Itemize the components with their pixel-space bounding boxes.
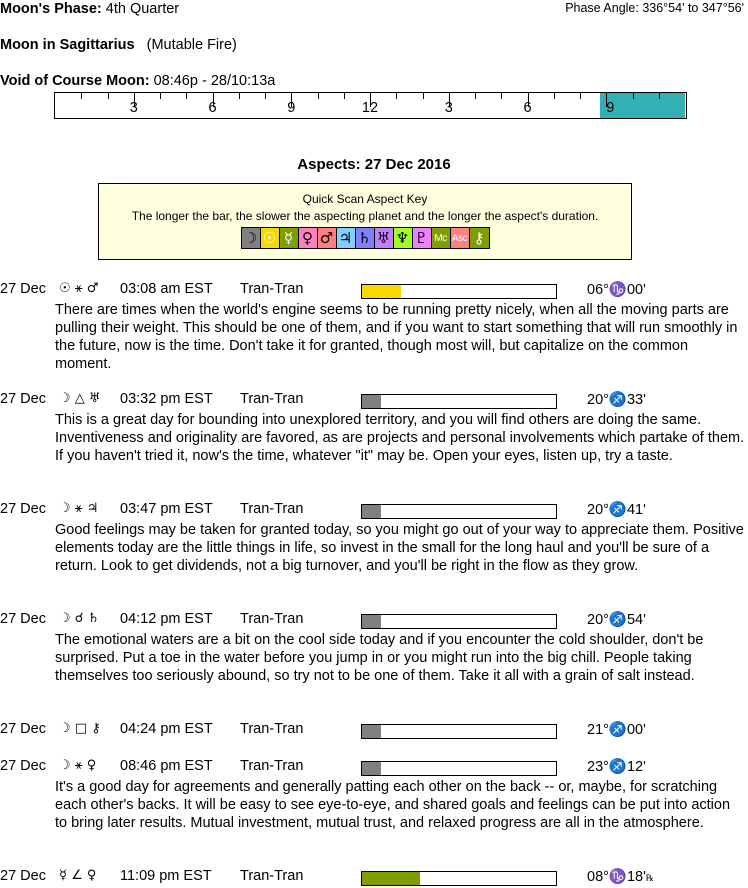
- aspect-date: 27 Dec: [0, 868, 46, 884]
- chiron-icon: ⚷: [470, 228, 489, 248]
- aspect-date: 27 Dec: [0, 721, 46, 737]
- timeline-tick: [344, 93, 345, 99]
- phase-angle: Phase Angle: 336°54' to 347°56': [565, 1, 744, 15]
- aspect-duration-fill: [362, 872, 420, 885]
- voc-label: Void of Course Moon:: [0, 73, 150, 89]
- aspect-interpretation: It's a good day for agreements and generally patting each other on the back -- or, maybe, for scratching each other's backs. It will be easy to see eye-to-eye, and shared goals and feelings can be put into action to bring later results. Mutual investment, mutual trust, and relaxed progress are all in the atmosphere.: [55, 779, 731, 831]
- aspect-glyphs-icon: ☽ △ ♅: [59, 391, 101, 406]
- aspect-entry: [0, 501, 748, 575]
- timeline-tick: [423, 93, 424, 99]
- mercury-icon: ☿: [280, 228, 299, 248]
- void-of-course-timeline: [54, 92, 687, 119]
- pluto-icon: ♇: [413, 228, 432, 248]
- aspect-entry: [0, 721, 748, 741]
- moon-phase-label: Moon's Phase:: [0, 1, 102, 17]
- aspect-entry: [0, 758, 748, 832]
- aspect-glyphs-icon: ☽ ⚹ ♃: [59, 501, 99, 516]
- aspect-key-box: [98, 183, 632, 260]
- aspect-duration-fill: [362, 762, 381, 775]
- timeline-hour-label: 12: [361, 100, 379, 116]
- moon-sign-row: [0, 37, 237, 53]
- aspect-glyphs-icon: ☉ ⚹ ♂: [59, 281, 99, 296]
- aspect-time: 08:46 pm EST: [120, 758, 213, 774]
- aspect-time: 03:32 pm EST: [120, 391, 213, 407]
- aspect-duration-bar: [361, 761, 557, 776]
- aspect-entry: [0, 281, 748, 373]
- venus-icon: ♀: [299, 228, 318, 248]
- timeline-tick: [318, 93, 319, 99]
- aspect-type: Tran-Tran: [240, 391, 304, 407]
- timeline-hour-label: 3: [129, 100, 138, 116]
- timeline-hour-label: 6: [523, 100, 532, 116]
- aspect-time: 03:08 am EST: [120, 281, 213, 297]
- retrograde-icon: ℞: [645, 873, 654, 883]
- aspect-position: [587, 391, 646, 408]
- timeline-tick: [396, 93, 397, 99]
- timeline-tick: [501, 93, 502, 99]
- aspect-duration-bar: [361, 871, 557, 886]
- aspect-header: [0, 611, 748, 631]
- aspect-interpretation: There are times when the world's engine seems to be running pretty nicely, when all the moving parts are pulling their weight. This should be one of them, and if you want to start something that will run smoothly in the future, now is the time. Don't take it for granted, though most will, but capitalize on the common moment.: [55, 302, 738, 372]
- aspect-date: 27 Dec: [0, 281, 46, 297]
- aspect-time: 04:24 pm EST: [120, 721, 213, 737]
- aspect-entry: [0, 391, 748, 465]
- timeline-hour-label: 6: [208, 100, 217, 116]
- aspect-duration-fill: [362, 725, 381, 738]
- aspect-type: Tran-Tran: [240, 758, 304, 774]
- neptune-icon: ♆: [394, 228, 413, 248]
- aspect-interpretation: This is a great day for bounding into unexplored territory, and you will find others are doing the same. Inventiveness and originality are favored, as are projects and personal involvements which partake of them. If you haven't tried it, now's the time, whatever "it" may be. Open your eyes, listen up, try a taste.: [55, 412, 745, 464]
- aspect-duration-bar: [361, 614, 557, 629]
- aspect-position: [587, 721, 646, 738]
- aspect-duration-fill: [362, 505, 381, 518]
- aspect-position-value: 08°♑18': [587, 869, 646, 885]
- aspect-position: [587, 281, 646, 298]
- aspect-header: [0, 721, 748, 741]
- moon-sign-quality: (Mutable Fire): [146, 37, 237, 53]
- aspect-duration-bar: [361, 394, 557, 409]
- aspect-position-value: 06°♑00': [587, 282, 646, 298]
- aspect-entry: [0, 868, 748, 888]
- timeline-tick: [475, 93, 476, 99]
- aspect-time: 04:12 pm EST: [120, 611, 213, 627]
- timeline-tick: [265, 93, 266, 99]
- ascendant-icon: Asc: [451, 228, 470, 248]
- aspect-entry: [0, 611, 748, 685]
- aspect-type: Tran-Tran: [240, 721, 304, 737]
- aspect-glyphs-icon: ☽ ⚹ ♀: [59, 758, 97, 773]
- mars-icon: ♂: [318, 228, 337, 248]
- voc-value: 08:46p - 28/10:13a: [153, 73, 276, 89]
- moon-icon: ☽: [242, 228, 261, 248]
- aspect-position-value: 21°♐00': [587, 722, 646, 738]
- timeline-tick: [580, 93, 581, 99]
- aspect-position-value: 20°♐54': [587, 612, 646, 628]
- aspect-duration-fill: [362, 615, 381, 628]
- aspect-header: [0, 281, 748, 301]
- aspect-position-value: 23°♐12': [587, 759, 646, 775]
- aspect-interpretation: The emotional waters are a bit on the cool side today and if you encounter the cold shoulder, don't be surprised. Put a toe in the water before you jump in or you might run into the big chill. People taking themselves too seriously abound, so try not to be one of them. Take it all with a grain of salt instead.: [55, 632, 704, 684]
- aspect-position: [587, 758, 646, 775]
- timeline-tick: [81, 93, 82, 99]
- aspect-position: [587, 868, 654, 885]
- moon-phase-value: 4th Quarter: [105, 1, 180, 17]
- sun-icon: ☉: [261, 228, 280, 248]
- uranus-icon: ♅: [375, 228, 394, 248]
- aspect-type: Tran-Tran: [240, 501, 304, 517]
- aspect-position: [587, 611, 646, 628]
- aspect-type: Tran-Tran: [240, 868, 304, 884]
- aspect-duration-fill: [362, 395, 381, 408]
- aspect-duration-bar: [361, 504, 557, 519]
- aspect-date: 27 Dec: [0, 611, 46, 627]
- aspect-date: 27 Dec: [0, 391, 46, 407]
- aspect-date: 27 Dec: [0, 501, 46, 517]
- aspect-duration-fill: [362, 285, 401, 298]
- timeline-tick: [554, 93, 555, 99]
- aspects-title: Aspects: 27 Dec 2016: [297, 156, 451, 173]
- aspect-type: Tran-Tran: [240, 611, 304, 627]
- aspect-duration-bar: [361, 724, 557, 739]
- moon-sign-label: Moon in Sagittarius: [0, 37, 135, 53]
- aspect-interpretation: Good feelings may be taken for granted today, so you might go out of your way to appreciate them. Positive elements today are the little things in life, so invest in the small for the long haul and you'll be sure of a return. Look to get dividends, not a big turnover, and you'll be right in the flow as they grow.: [55, 522, 744, 574]
- aspect-glyphs-icon: ☽ ☌ ♄: [59, 611, 100, 626]
- moon-phase-row: [0, 1, 179, 17]
- aspect-key-title: Quick Scan Aspect Key: [302, 192, 428, 206]
- midheaven-icon: Mc: [432, 228, 451, 248]
- saturn-icon: ♄: [356, 228, 375, 248]
- planet-color-key: [241, 227, 490, 249]
- aspect-time: 03:47 pm EST: [120, 501, 213, 517]
- aspect-glyphs-icon: ☽ □ ⚷: [59, 721, 101, 736]
- aspect-key-description: The longer the bar, the slower the aspecting planet and the longer the aspect's duration.: [131, 209, 599, 223]
- timeline-hour-label: 9: [287, 100, 296, 116]
- aspect-position-value: 20°♐33': [587, 392, 646, 408]
- aspect-header: [0, 391, 748, 411]
- aspect-header: [0, 758, 748, 778]
- aspect-position-value: 20°♐41': [587, 502, 646, 518]
- aspect-date: 27 Dec: [0, 758, 46, 774]
- timeline-tick: [633, 93, 634, 99]
- aspect-header: [0, 868, 748, 888]
- aspect-position: [587, 501, 646, 518]
- aspect-time: 11:09 pm EST: [120, 868, 212, 884]
- timeline-tick: [659, 93, 660, 99]
- timeline-tick: [108, 93, 109, 99]
- timeline-tick: [239, 93, 240, 99]
- aspect-glyphs-icon: ☿ ∠ ♀: [59, 868, 97, 883]
- aspect-duration-bar: [361, 284, 557, 299]
- aspect-type: Tran-Tran: [240, 281, 304, 297]
- aspect-header: [0, 501, 748, 521]
- jupiter-icon: ♃: [337, 228, 356, 248]
- timeline-hour-label: 9: [606, 100, 615, 116]
- timeline-hour-label: 3: [444, 100, 453, 116]
- timeline-tick: [160, 93, 161, 99]
- void-of-course-row: [0, 73, 275, 89]
- timeline-tick: [186, 93, 187, 99]
